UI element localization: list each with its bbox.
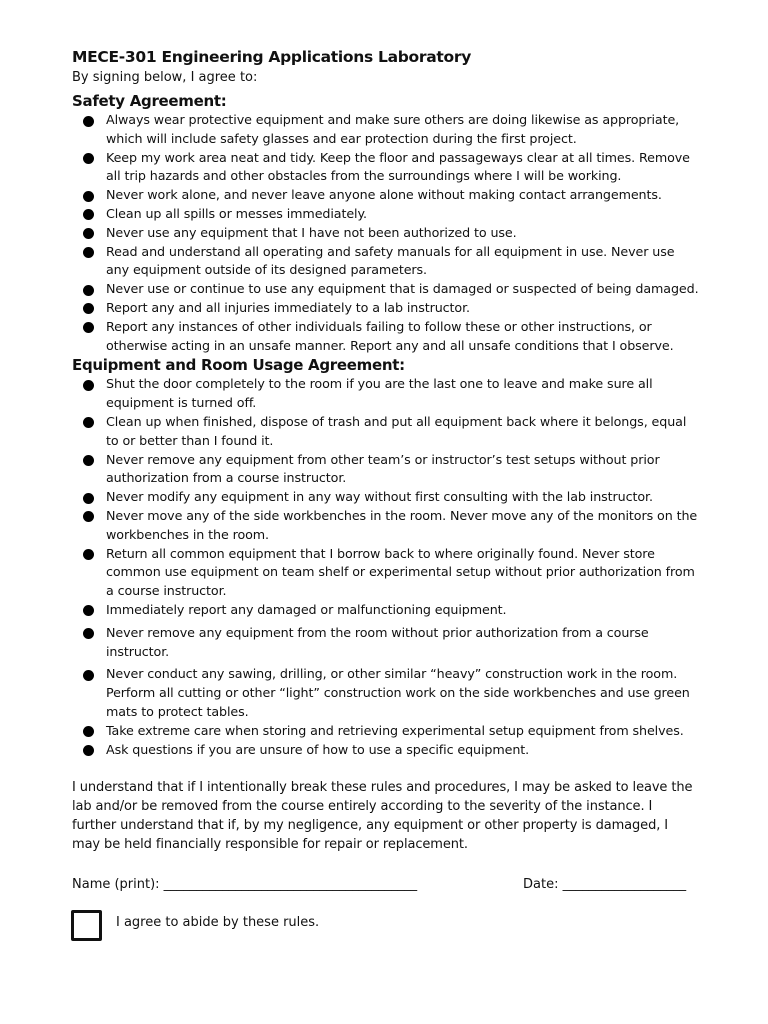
list-item xyxy=(72,205,700,224)
bullet-icon xyxy=(83,605,94,616)
bullet-icon xyxy=(83,628,94,639)
list-item-text: Clean up when finished, dispose of trash and put all equipment back where it belongs, equal to or better than I found it. xyxy=(106,413,687,448)
list-item xyxy=(72,111,700,149)
usage-list xyxy=(72,375,700,759)
bullet-icon xyxy=(83,191,94,202)
list-item xyxy=(72,186,700,205)
list-item-text: Never conduct any sawing, drilling, or other similar “heavy” construction work in the room. Perform all cutting or other “light” construction work on the side workbenches and use green mats to protect tables. xyxy=(106,666,690,719)
list-item xyxy=(72,545,700,601)
bullet-icon xyxy=(83,303,94,314)
bullet-icon xyxy=(83,745,94,756)
list-item xyxy=(72,413,700,451)
list-item-text: Immediately report any damaged or malfunctioning equipment. xyxy=(106,601,507,617)
bullet-icon xyxy=(83,670,94,681)
list-item-text: Shut the door completely to the room if you are the last one to leave and make sure all equipment is turned off. xyxy=(106,376,653,411)
list-item xyxy=(72,488,700,507)
bullet-icon xyxy=(83,493,94,504)
bullet-icon xyxy=(83,511,94,522)
signature-row xyxy=(72,874,700,896)
list-item-text: Never remove any equipment from the room without prior authorization from a course instructor. xyxy=(106,624,649,659)
list-item xyxy=(72,299,700,318)
bullet-icon xyxy=(83,322,94,333)
list-item xyxy=(72,665,700,721)
list-item xyxy=(72,624,700,662)
name-print-field[interactable]: Name (print): _______________________________________ xyxy=(72,877,418,893)
bullet-icon xyxy=(83,549,94,560)
list-item-text: Report any instances of other individuals failing to follow these or other instructions, or otherwise acting in an unsafe manner. Report any and all unsafe conditions that I observe. xyxy=(106,318,674,353)
list-item xyxy=(72,507,700,545)
bullet-icon xyxy=(83,153,94,164)
list-item-text: Return all common equipment that I borrow back to where originally found. Never store common use equipment on team shelf or experimental setup without prior authorization from a course instructor. xyxy=(106,545,695,599)
bullet-icon xyxy=(83,417,94,428)
list-item xyxy=(72,224,700,243)
agree-checkbox[interactable] xyxy=(71,910,102,941)
document-title: MECE-301 Engineering Applications Laboratory xyxy=(72,48,472,66)
list-item xyxy=(72,375,700,413)
safety-heading: Safety Agreement: xyxy=(72,92,227,110)
usage-heading: Equipment and Room Usage Agreement: xyxy=(72,356,405,375)
bullet-icon xyxy=(83,380,94,391)
list-item-text: Never work alone, and never leave anyone alone without making contact arrangements. xyxy=(106,187,662,203)
list-item-text: Read and understand all operating and safety manuals for all equipment in use. Never use any equipment outside of its designed parameters. xyxy=(106,243,675,278)
list-item xyxy=(72,243,700,281)
list-item xyxy=(72,601,700,620)
list-item-text: Keep my work area neat and tidy. Keep the floor and passageways clear at all times. Remove all trip hazards and other obstacles from the surroundings where I will be working. xyxy=(106,149,690,184)
bullet-icon xyxy=(83,116,94,127)
list-item-text: Ask questions if you are unsure of how to use a specific equipment. xyxy=(106,741,530,757)
list-item-text: Never use any equipment that I have not been authorized to use. xyxy=(106,224,517,240)
agree-checkbox-label: I agree to abide by these rules. xyxy=(116,915,320,931)
list-item xyxy=(72,149,700,187)
list-item xyxy=(72,451,700,489)
bullet-icon xyxy=(83,209,94,220)
bullet-icon xyxy=(83,455,94,466)
list-item-text: Never move any of the side workbenches in the room. Never move any of the monitors on the workbenches in the room. xyxy=(106,507,698,542)
safety-list xyxy=(72,111,700,355)
list-item-text: Never remove any equipment from other team’s or instructor’s test setups without prior authorization from a course instructor. xyxy=(106,451,660,486)
list-item-text: Clean up all spills or messes immediately. xyxy=(106,205,367,221)
list-item xyxy=(72,741,700,760)
intro-text: By signing below, I agree to: xyxy=(72,70,258,85)
list-item-text: Never modify any equipment in any way without first consulting with the lab instructor. xyxy=(106,489,653,505)
bullet-icon xyxy=(83,228,94,239)
bullet-icon xyxy=(83,247,94,258)
list-item xyxy=(72,722,700,741)
closing-statement: I understand that if I intentionally break these rules and procedures, I may be asked to leave the lab and/or be removed from the course entirely according to the severity of the instance. I further understand that if, by my negligence, any equipment or other property is damaged, I may be held financially responsible for repair or replacement. xyxy=(72,780,693,853)
bullet-icon xyxy=(83,726,94,737)
list-item xyxy=(72,280,700,299)
agreement-row xyxy=(72,910,700,944)
list-item-text: Take extreme care when storing and retrieving experimental setup equipment from shelves. xyxy=(106,722,684,738)
list-item-text: Report any and all injuries immediately to a lab instructor. xyxy=(106,299,470,315)
list-item-text: Never use or continue to use any equipment that is damaged or suspected of being damaged. xyxy=(106,281,699,297)
agreement-document xyxy=(72,46,700,944)
list-item-text: Always wear protective equipment and make sure others are doing likewise as appropriate, which will include safety glasses and ear protection during the first project. xyxy=(106,112,680,146)
list-item xyxy=(72,318,700,356)
bullet-icon xyxy=(83,285,94,296)
date-field[interactable]: Date: ___________________ xyxy=(523,877,687,893)
